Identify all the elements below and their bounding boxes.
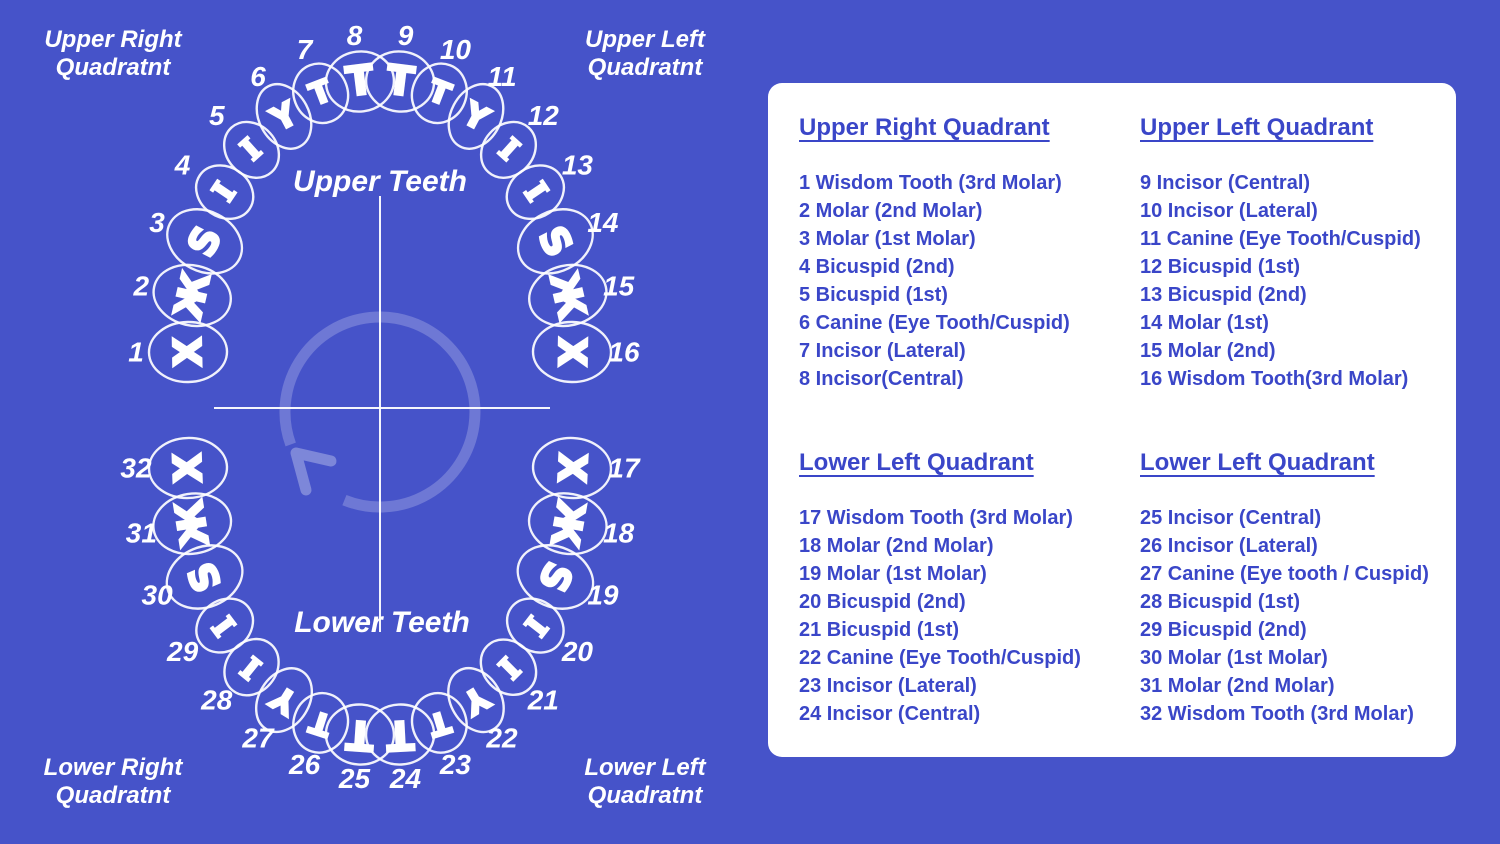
tooth-number: 13	[561, 149, 593, 181]
tooth-surface-glyph: I	[206, 176, 244, 208]
tooth-list-item: 29 Bicuspid (2nd)	[1140, 619, 1307, 641]
tooth-list-item: 21 Bicuspid (1st)	[799, 619, 960, 641]
tooth-list-item: 12 Bicuspid (1st)	[1140, 256, 1301, 278]
label-lower-left-quadrant	[560, 754, 730, 810]
quadrant-section-3	[1140, 449, 1429, 728]
tooth-list-item: 25 Incisor (Central)	[1140, 507, 1322, 529]
tooth-surface-glyph: T	[424, 703, 455, 743]
tooth-number: 4	[174, 149, 191, 181]
quadrant-section-1	[1140, 114, 1421, 393]
tooth-list-item: 24 Incisor (Central)	[799, 703, 981, 725]
tooth-number: 30	[141, 579, 173, 611]
tooth-surface-glyph: Ж	[165, 267, 219, 324]
tooth-number: 17	[608, 452, 640, 484]
quadrant-section-2	[799, 449, 1081, 728]
tooth-number: 27	[242, 722, 274, 754]
tooth-number: 32	[120, 452, 152, 484]
tooth-list-item: 13 Bicuspid (2nd)	[1140, 284, 1307, 306]
tooth-surface-glyph: T	[304, 73, 337, 114]
upper-teeth-label: Upper Teeth	[293, 165, 467, 198]
label-line: Upper Left	[585, 26, 705, 53]
tooth-16	[532, 321, 640, 382]
tooth-surface-glyph: T	[343, 56, 377, 106]
tooth-number: 19	[587, 579, 619, 611]
tooth-number: 23	[439, 749, 471, 781]
label-upper-right-quadrant	[28, 26, 198, 82]
tooth-surface-glyph: T	[344, 710, 376, 759]
tooth-surface-glyph: I	[235, 649, 268, 686]
tooth-number: 21	[527, 684, 559, 716]
label-lower-right-quadrant	[28, 754, 198, 810]
tooth-list-item: 28 Bicuspid (1st)	[1140, 591, 1301, 613]
tooth-surface-glyph: T	[383, 56, 417, 106]
label-upper-left-quadrant	[560, 26, 730, 82]
tooth-surface-glyph: T	[385, 710, 415, 759]
tooth-surface-glyph: X	[549, 452, 595, 484]
tooth-surface-glyph: S	[529, 555, 582, 599]
tooth-number: 9	[397, 20, 414, 52]
tooth-surface-glyph: Y	[264, 677, 304, 723]
tooth-list-item: 9 Incisor (Central)	[1140, 172, 1311, 194]
label-line: Quadratnt	[587, 782, 703, 809]
quadrant-section-title: Upper Left Quadrant	[1140, 114, 1374, 141]
tooth-surface-glyph: I	[516, 176, 554, 208]
tooth-number: 25	[338, 762, 371, 794]
tooth-29	[166, 588, 264, 667]
tooth-list-item: 4 Bicuspid (2nd)	[799, 256, 955, 278]
quadrant-section-title: Lower Left Quadrant	[799, 449, 1034, 476]
label-line: Quadratnt	[55, 54, 171, 81]
tooth-number: 14	[587, 207, 619, 239]
lower-teeth-label: Lower Teeth	[294, 606, 470, 639]
tooth-number: 8	[346, 20, 363, 52]
tooth-list-item: 5 Bicuspid (1st)	[799, 284, 948, 306]
tooth-list-item: 20 Bicuspid (2nd)	[799, 591, 966, 613]
tooth-surface-glyph: Y	[456, 94, 496, 139]
rotation-arrowhead-icon	[296, 453, 331, 490]
tooth-list-item: 31 Molar (2nd Molar)	[1140, 675, 1335, 697]
tooth-surface-glyph: Ж	[166, 497, 218, 551]
tooth-surface-glyph: T	[423, 73, 456, 114]
tooth-number: 26	[289, 749, 321, 781]
tooth-list-item: 27 Canine (Eye tooth / Cuspid)	[1140, 563, 1429, 585]
tooth-number: 11	[487, 61, 517, 93]
tooth-number: 22	[486, 722, 518, 754]
tooth-list-item: 26 Incisor (Lateral)	[1140, 535, 1318, 557]
tooth-32	[120, 437, 228, 500]
tooth-list-item: 23 Incisor (Lateral)	[799, 675, 977, 697]
tooth-number: 20	[561, 635, 593, 667]
tooth-number: 2	[133, 270, 150, 302]
tooth-number: 10	[439, 34, 471, 66]
tooth-number: 5	[208, 100, 225, 132]
tooth-surface-glyph: X	[549, 336, 595, 368]
tooth-number: 18	[603, 517, 635, 549]
tooth-4	[174, 150, 264, 230]
tooth-number: 7	[296, 34, 313, 66]
tooth-surface-glyph: Y	[456, 677, 496, 723]
tooth-surface-glyph: X	[165, 336, 211, 368]
tooth-number: 24	[389, 762, 422, 794]
tooth-list-item: 6 Canine (Eye Tooth/Cuspid)	[799, 312, 1070, 334]
tooth-number: 12	[527, 100, 559, 132]
tooth-list-item: 22 Canine (Eye Tooth/Cuspid)	[799, 647, 1081, 669]
tooth-list-item: 32 Wisdom Tooth (3rd Molar)	[1140, 703, 1414, 725]
tooth-surface-glyph: T	[305, 703, 336, 743]
tooth-surface-glyph: S	[178, 219, 231, 264]
tooth-number: 15	[603, 270, 635, 302]
tooth-list-item: 14 Molar (1st)	[1140, 312, 1269, 334]
tooth-number: 16	[608, 336, 640, 368]
tooth-number: 31	[125, 517, 157, 549]
tooth-17	[531, 436, 641, 500]
tooth-list-item: 11 Canine (Eye Tooth/Cuspid)	[1140, 228, 1421, 250]
tooth-6	[246, 61, 322, 158]
tooth-surface-glyph: Y	[264, 94, 304, 139]
tooth-number: 1	[128, 336, 144, 368]
tooth-surface-glyph: I	[491, 649, 526, 685]
tooth-number: 28	[201, 684, 233, 716]
label-line: Lower Right	[43, 754, 183, 781]
tooth-surface-glyph: Ж	[541, 267, 595, 324]
tooth-list-item: 3 Molar (1st Molar)	[799, 228, 976, 250]
tooth-list-item: 15 Molar (2nd)	[1140, 340, 1276, 362]
label-line: Quadratnt	[587, 54, 703, 81]
quadrant-legend-panel	[768, 83, 1456, 757]
quadrant-section-title: Upper Right Quadrant	[799, 114, 1050, 141]
tooth-list-item: 10 Incisor (Lateral)	[1140, 200, 1318, 222]
tooth-surface-glyph: I	[491, 132, 526, 168]
tooth-list-item: 7 Incisor (Lateral)	[799, 340, 966, 362]
tooth-13	[496, 150, 593, 230]
tooth-number: 6	[250, 61, 266, 93]
tooth-surface-glyph: Ж	[542, 496, 594, 551]
tooth-surface-glyph: I	[206, 609, 243, 642]
tooth-list-item: 17 Wisdom Tooth (3rd Molar)	[799, 507, 1073, 529]
quadrant-section-title: Lower Left Quadrant	[1140, 449, 1375, 476]
tooth-surface-glyph: X	[165, 452, 211, 484]
tooth-number: 3	[149, 207, 165, 239]
tooth-20	[496, 587, 593, 667]
tooth-surface-glyph: I	[234, 132, 269, 168]
tooth-list-item: 16 Wisdom Tooth(3rd Molar)	[1140, 368, 1409, 390]
tooth-surface-glyph: S	[179, 555, 231, 599]
tooth-number: 29	[167, 635, 199, 667]
quadrant-section-0	[799, 114, 1070, 393]
tooth-list-item: 18 Molar (2nd Molar)	[799, 535, 994, 557]
tooth-list-item: 2 Molar (2nd Molar)	[799, 200, 983, 222]
tooth-surface-glyph: I	[517, 609, 554, 642]
label-line: Upper Right	[44, 26, 182, 53]
tooth-list-item: 1 Wisdom Tooth (3rd Molar)	[799, 172, 1062, 194]
tooth-1	[128, 321, 227, 382]
tooth-list-item: 8 Incisor(Central)	[799, 368, 964, 390]
label-line: Quadratnt	[55, 782, 171, 809]
tooth-surface-glyph: S	[529, 219, 582, 264]
tooth-list-item: 19 Molar (1st Molar)	[799, 563, 987, 585]
label-line: Lower Left	[584, 754, 706, 781]
tooth-list-item: 30 Molar (1st Molar)	[1140, 647, 1328, 669]
